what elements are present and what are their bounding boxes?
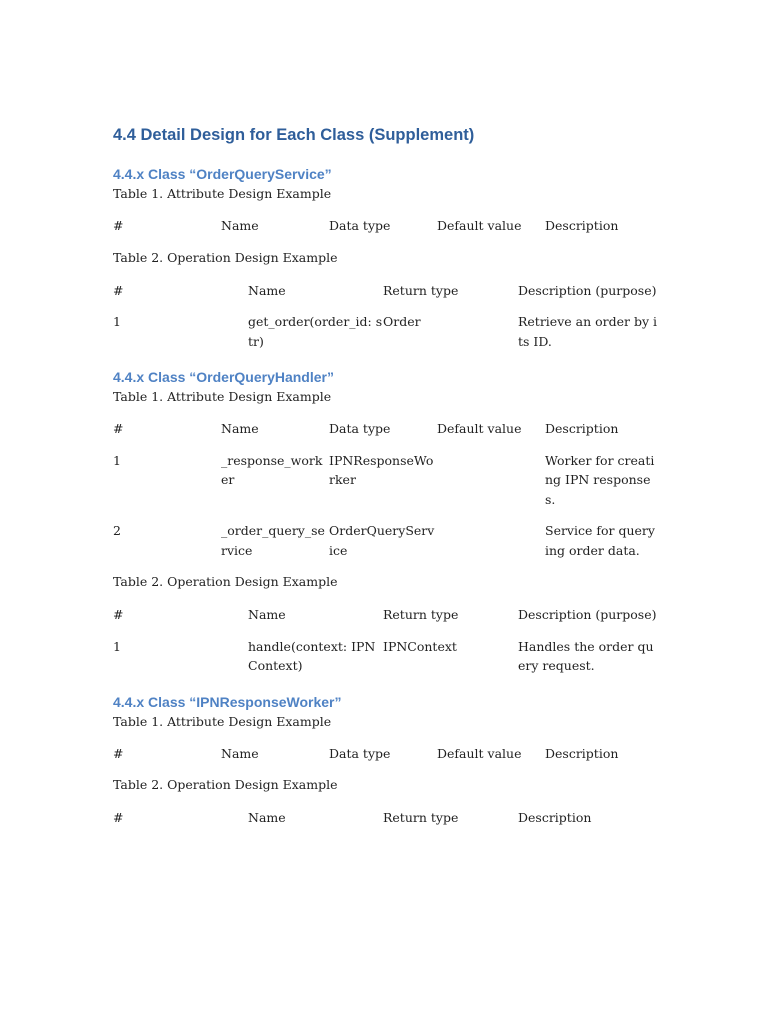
table-cell: _order_query_service bbox=[221, 523, 325, 558]
attribute-table bbox=[113, 744, 658, 764]
header-cell: Default value bbox=[437, 421, 522, 436]
class-heading: 4.4.x Class “IPNResponseWorker” bbox=[113, 693, 342, 710]
header-cell: # bbox=[113, 218, 124, 233]
table-cell: Service for querying order data. bbox=[545, 523, 655, 558]
header-cell: Default value bbox=[437, 218, 522, 233]
header-cell: Name bbox=[248, 810, 286, 825]
table-cell bbox=[437, 451, 545, 510]
table-caption: Table 2. Operation Design Example bbox=[113, 574, 338, 589]
header-cell: Description (purpose) bbox=[518, 282, 657, 298]
header-cell: Description (purpose) bbox=[518, 607, 657, 622]
header-cell: Return type bbox=[383, 282, 459, 298]
table-cell: IPNResponseWorker bbox=[329, 452, 434, 487]
header-cell: Name bbox=[248, 282, 286, 298]
header-cell: Name bbox=[221, 218, 259, 233]
document-page bbox=[113, 122, 658, 828]
table-header-row bbox=[113, 605, 658, 625]
table-header-row bbox=[113, 216, 658, 236]
table-cell: 2 bbox=[113, 523, 121, 538]
table-caption: Table 1. Attribute Design Example bbox=[113, 389, 332, 404]
table-header-row bbox=[113, 808, 658, 828]
table-caption: Table 1. Attribute Design Example bbox=[113, 186, 332, 201]
table-row bbox=[113, 521, 658, 560]
table-cell: Retrieve an order by its ID. bbox=[518, 314, 657, 349]
header-cell: # bbox=[113, 282, 124, 298]
operation-table bbox=[113, 605, 658, 676]
table-row bbox=[113, 312, 658, 351]
header-cell: # bbox=[113, 810, 124, 825]
table-cell: IPNContext bbox=[383, 638, 457, 654]
header-cell: Return type bbox=[383, 607, 459, 622]
operation-table bbox=[113, 281, 658, 352]
header-cell: # bbox=[113, 421, 124, 436]
table-cell: _response_worker bbox=[221, 452, 323, 487]
header-cell: Data type bbox=[329, 421, 391, 436]
table-caption: Table 1. Attribute Design Example bbox=[113, 713, 332, 729]
operation-table bbox=[113, 808, 658, 828]
header-cell: Data type bbox=[329, 745, 391, 761]
header-cell: # bbox=[113, 607, 124, 622]
table-row bbox=[113, 637, 658, 676]
table-cell: Handles the order query request. bbox=[518, 638, 654, 673]
table-header-row bbox=[113, 419, 658, 439]
table-cell: Order bbox=[383, 314, 421, 329]
table-cell: handle(context: IPNContext) bbox=[248, 638, 376, 673]
header-cell: Description bbox=[518, 810, 592, 825]
table-cell: 1 bbox=[113, 638, 121, 654]
header-cell: Default value bbox=[437, 745, 522, 761]
header-cell: Name bbox=[221, 421, 259, 436]
class-heading: 4.4.x Class “OrderQueryService” bbox=[113, 166, 332, 182]
header-cell: # bbox=[113, 745, 124, 761]
table-cell: get_order(order_id: str) bbox=[248, 314, 383, 349]
table-header-row bbox=[113, 281, 658, 301]
table-row bbox=[113, 451, 658, 510]
table-cell: 1 bbox=[113, 452, 121, 468]
section-title: 4.4 Detail Design for Each Class (Supplement) bbox=[113, 126, 475, 144]
header-cell: Name bbox=[221, 745, 259, 761]
header-cell: Data type bbox=[329, 218, 391, 233]
header-cell: Return type bbox=[383, 810, 459, 825]
table-caption: Table 2. Operation Design Example bbox=[113, 249, 338, 265]
table-cell: Worker for creating IPN responses. bbox=[545, 452, 655, 507]
table-caption: Table 2. Operation Design Example bbox=[113, 777, 338, 792]
table-cell: OrderQueryService bbox=[329, 523, 435, 558]
header-cell: Name bbox=[248, 607, 286, 622]
attribute-table bbox=[113, 216, 658, 236]
header-cell: Description bbox=[545, 745, 619, 761]
header-cell: Description bbox=[545, 421, 619, 436]
table-header-row bbox=[113, 744, 658, 764]
table-cell: 1 bbox=[113, 314, 121, 329]
header-cell: Description bbox=[545, 218, 619, 233]
table-cell bbox=[437, 521, 545, 560]
attribute-table bbox=[113, 419, 658, 560]
class-heading: 4.4.x Class “OrderQueryHandler” bbox=[113, 369, 334, 385]
